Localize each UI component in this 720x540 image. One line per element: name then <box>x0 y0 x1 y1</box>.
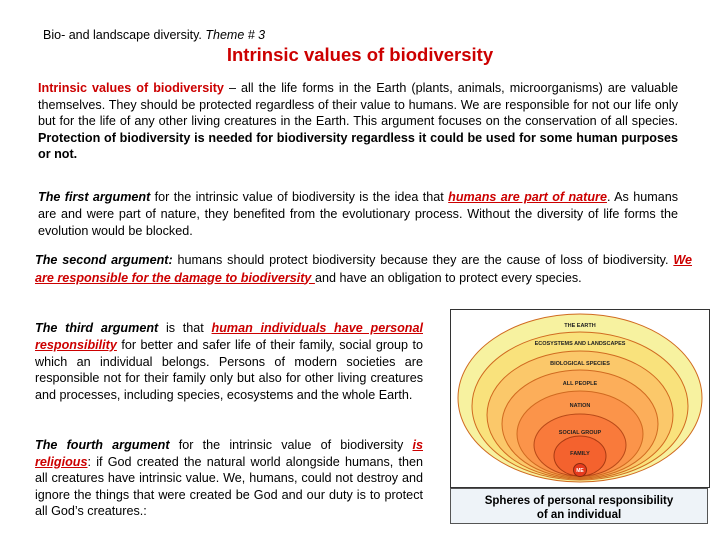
label-me: ME <box>576 468 584 474</box>
label-all-people: ALL PEOPLE <box>562 381 598 387</box>
header-line <box>43 28 265 42</box>
responsibility-spheres-diagram <box>450 309 710 488</box>
header-theme: Theme # 3 <box>205 28 266 42</box>
second-argument-text2: and have an obligation to protect every species. <box>314 270 582 285</box>
intro-text: – all the life forms in the Earth (plants, animals, microorganisms) are valuable themselves. They should be protected regardless of their value to humans. We are responsible for not our life only but for the life of any other living creatures in the Earth. This argument focuses on the conservation of all species. <box>38 81 678 129</box>
first-argument-lead: The first argument <box>38 190 151 204</box>
diagram-caption <box>450 488 708 524</box>
second-argument-lead: The second argument: <box>35 253 173 267</box>
spheres-svg <box>451 310 709 487</box>
second-argument-highlight: We are responsible for the damage to biodiversity <box>35 253 692 285</box>
third-argument-paragraph <box>35 320 423 404</box>
fourth-argument-lead: The fourth argument <box>35 438 170 452</box>
intro-paragraph <box>38 80 678 163</box>
first-argument-text2: . As humans are and were part of nature, they benefited from the evolutionary process. Without the diversity of life forms the evolution would be blocked. <box>38 190 678 238</box>
label-family: FAMILY <box>570 451 590 457</box>
second-argument-paragraph <box>35 252 692 287</box>
label-nation: NATION <box>569 403 591 409</box>
third-argument-text2: for better and safer life of their family, social group to which an individual belongs. Persons of modern societies are responsible not for their family only but also for other living creatures and processes, including species, ecosystems and the whole Earth. <box>35 337 423 403</box>
caption-line-2: of an individual <box>536 509 622 521</box>
first-argument-paragraph <box>38 189 678 240</box>
third-argument-highlight: human individuals have personal responsibility <box>35 321 423 352</box>
first-argument-text1: for the intrinsic value of biodiversity is the idea that <box>150 190 449 204</box>
first-argument-highlight: humans are part of nature <box>448 190 607 204</box>
intro-lead: Intrinsic values of biodiversity <box>38 81 224 95</box>
label-species: BIOLOGICAL SPECIES <box>550 361 610 367</box>
second-argument-text1: humans should protect biodiversity because they are the cause of loss of biodiversity. <box>172 253 674 267</box>
fourth-argument-highlight: is religious <box>35 438 423 469</box>
fourth-argument-text1: for the intrinsic value of biodiversity <box>169 438 413 452</box>
caption-line-1: Spheres of personal responsibility <box>484 495 674 507</box>
fourth-argument-paragraph <box>35 437 423 520</box>
fourth-argument-text2: : if God created the natural world alongside humans, then all creatures have intrinsic value. We, humans, could not destroy and ignore the things that were created be God and our duty is to protect all God’s creatures.: <box>35 454 423 519</box>
label-ecosystems: ECOSYSTEMS AND LANDSCAPES <box>534 341 626 347</box>
page-title: Intrinsic values of biodiversity <box>226 44 494 65</box>
label-earth: THE EARTH <box>564 323 596 329</box>
third-argument-text1: is that <box>158 321 212 335</box>
intro-bold-tail: Protection of biodiversity is needed for biodiversity regardless it could be used for some human purposes or not. <box>38 130 678 162</box>
third-argument-lead: The third argument <box>35 321 159 335</box>
header-subject: Bio- and landscape diversity. <box>43 28 202 42</box>
label-social-group: SOCIAL GROUP <box>558 430 602 436</box>
